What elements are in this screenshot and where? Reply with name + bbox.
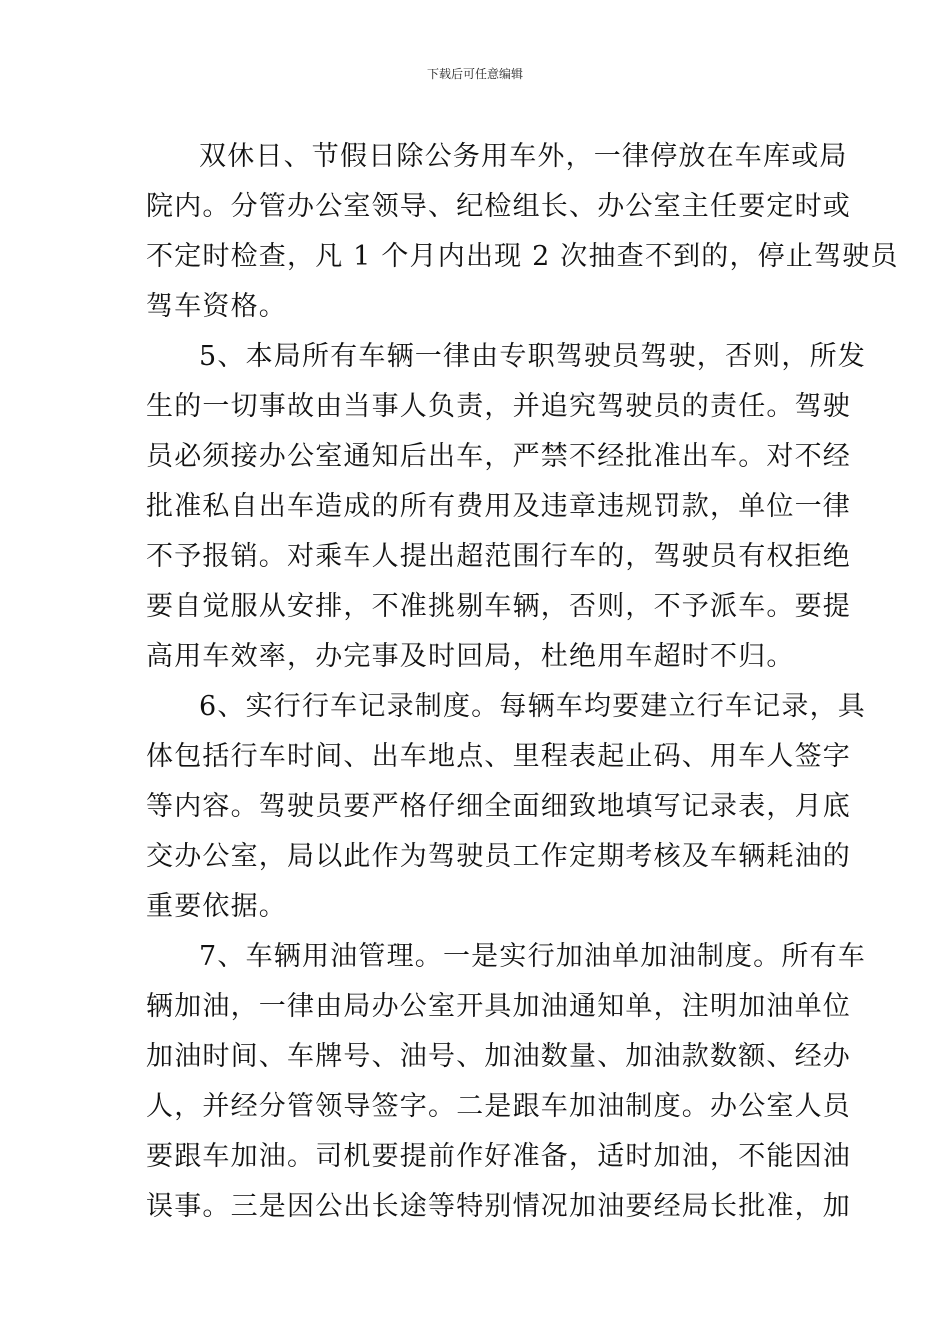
text-line: 员必须接办公室通知后出车，严禁不经批准出车。对不经 <box>146 441 851 472</box>
text-line: 重要依据。 <box>146 891 287 922</box>
text-line: 院内。分管办公室领导、纪检组长、办公室主任要定时或 <box>146 191 851 222</box>
text-line: 不定时检查，凡 1 个月内出现 2 次抽查不到的，停止驾驶员 <box>146 241 899 272</box>
paragraph-7-start: 7、车辆用油管理。一是实行加油单加油制度。所有车 <box>199 941 866 972</box>
text-line: 等内容。驾驶员要严格仔细全面细致地填写记录表，月底 <box>146 791 851 822</box>
paragraph-6-start: 6、实行行车记录制度。每辆车均要建立行车记录，具 <box>199 691 866 722</box>
text-line: 驾车资格。 <box>146 291 287 322</box>
text-line: 高用车效率，办完事及时回局，杜绝用车超时不归。 <box>146 641 795 672</box>
text-line: 交办公室，局以此作为驾驶员工作定期考核及车辆耗油的 <box>146 841 851 872</box>
text-line: 不予报销。对乘车人提出超范围行车的，驾驶员有权拒绝 <box>146 541 851 572</box>
text-line: 批准私自出车造成的所有费用及违章违规罚款，单位一律 <box>146 491 851 522</box>
text-line: 要跟车加油。司机要提前作好准备，适时加油，不能因油 <box>146 1141 851 1172</box>
paragraph-5-start: 5、本局所有车辆一律由专职驾驶员驾驶，否则，所发 <box>199 341 866 372</box>
text-line: 人，并经分管领导签字。二是跟车加油制度。办公室人员 <box>146 1091 851 1122</box>
text-line: 双休日、节假日除公务用车外，一律停放在车库或局 <box>199 141 848 172</box>
page-header: 下载后可任意编辑 <box>426 67 523 81</box>
text-line: 体包括行车时间、出车地点、里程表起止码、用车人签字 <box>146 741 851 772</box>
text-line: 辆加油，一律由局办公室开具加油通知单，注明加油单位 <box>146 991 851 1022</box>
text-line: 误事。三是因公出长途等特别情况加油要经局长批准，加 <box>146 1191 851 1222</box>
text-line: 加油时间、车牌号、油号、加油数量、加油款数额、经办 <box>146 1041 851 1072</box>
text-line: 要自觉服从安排，不准挑剔车辆，否则，不予派车。要提 <box>146 591 851 622</box>
document-body <box>146 132 899 1232</box>
text-line: 生的一切事故由当事人负责，并追究驾驶员的责任。驾驶 <box>146 391 851 422</box>
